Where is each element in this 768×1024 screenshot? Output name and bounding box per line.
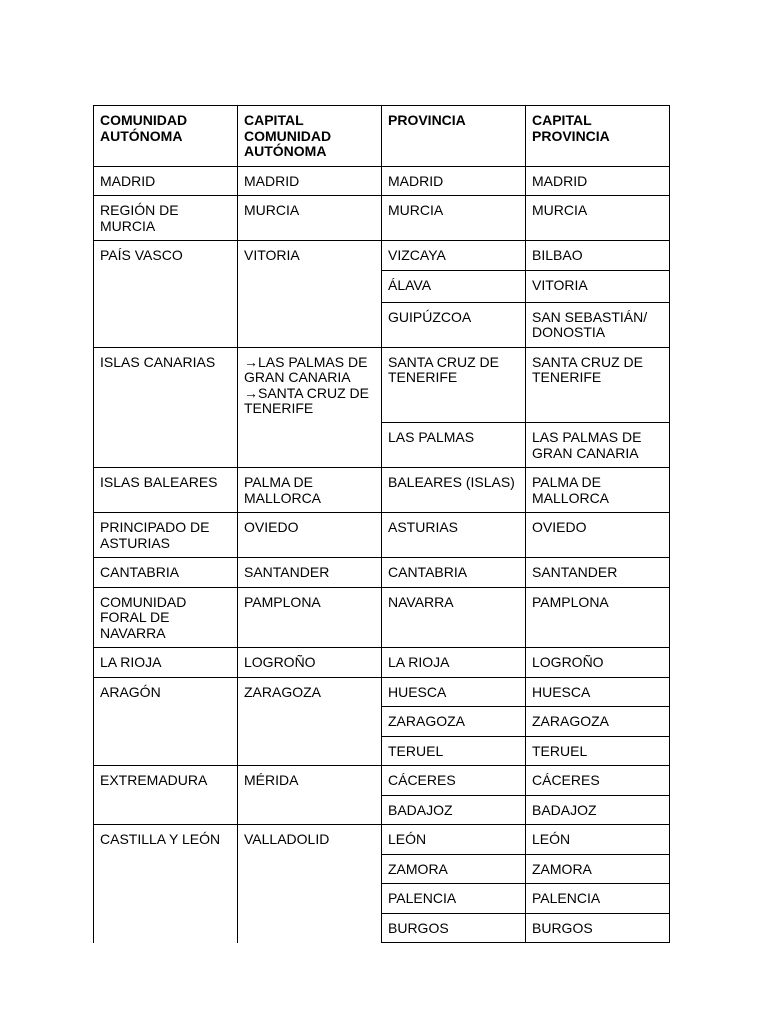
cell-provincia	[382, 795, 526, 825]
cell-text: PAÍS VASCO	[100, 247, 183, 263]
cell-provincia	[382, 468, 526, 513]
cell-comunidad	[94, 587, 238, 648]
cell-provincia	[382, 825, 526, 855]
cell-comunidad	[94, 302, 238, 347]
cell-provincia	[382, 241, 526, 271]
cell-text: SANTA CRUZ DE TENERIFE	[388, 353, 499, 385]
cell-capital-provincia	[526, 270, 670, 302]
cell-comunidad	[94, 707, 238, 737]
cell-capital-comunidad	[238, 884, 382, 914]
cell-comunidad	[94, 196, 238, 241]
cell-text: SANTA CRUZ DE TENERIFE	[532, 353, 643, 385]
cell-text: OVIEDO	[244, 519, 299, 535]
cell-provincia	[382, 302, 526, 347]
cell-text: PALMA DE MALLORCA	[244, 474, 322, 506]
cell-text: SANTANDER	[244, 564, 330, 580]
cell-capital-provincia	[526, 648, 670, 678]
header-label: PROVINCIA	[388, 112, 466, 128]
cell-text: LEÓN	[388, 831, 427, 847]
cell-text: MADRID	[388, 172, 444, 189]
cell-provincia	[382, 423, 526, 468]
cell-text: CÁCERES	[388, 772, 456, 788]
cell-text: COMUNIDAD FORAL DE NAVARRA	[100, 593, 187, 641]
cell-capital-provincia	[526, 795, 670, 825]
table-row	[94, 587, 670, 648]
cell-provincia	[382, 513, 526, 558]
cell-provincia	[382, 736, 526, 766]
table-row	[94, 302, 670, 347]
cell-provincia	[382, 270, 526, 302]
cell-capital-provincia	[526, 825, 670, 855]
cell-capital-comunidad	[238, 854, 382, 884]
table-body	[94, 166, 670, 943]
cell-capital-provincia	[526, 241, 670, 271]
cell-capital-comunidad	[238, 766, 382, 796]
cell-text: ÁLAVA	[388, 276, 432, 293]
cell-text: MÉRIDA	[244, 772, 299, 788]
cell-text: NAVARRA	[388, 593, 454, 610]
cell-capital-comunidad	[238, 347, 382, 423]
table-row	[94, 513, 670, 558]
cell-text: PALENCIA	[532, 890, 601, 906]
header-capital-provincia	[526, 106, 670, 167]
cell-capital-comunidad	[238, 270, 382, 302]
cell-text: MURCIA	[244, 202, 300, 218]
table-row	[94, 825, 670, 855]
cell-capital-comunidad	[238, 648, 382, 678]
cell-capital-provincia	[526, 513, 670, 558]
cell-comunidad	[94, 795, 238, 825]
cell-provincia	[382, 166, 526, 196]
cell-text: LA RIOJA	[388, 654, 450, 670]
table-row	[94, 166, 670, 196]
cell-capital-comunidad	[238, 677, 382, 707]
cell-text: OVIEDO	[532, 519, 587, 535]
table-row	[94, 196, 670, 241]
cell-capital-provincia	[526, 166, 670, 196]
cell-comunidad	[94, 166, 238, 196]
cell-text: HUESCA	[532, 683, 591, 700]
cell-text: ZARAGOZA	[244, 683, 322, 700]
cell-provincia	[382, 766, 526, 796]
cell-text: VITORIA	[532, 276, 588, 293]
cell-text: VIZCAYA	[388, 247, 446, 263]
cell-text: BURGOS	[388, 919, 449, 936]
cell-comunidad	[94, 736, 238, 766]
cell-comunidad	[94, 884, 238, 914]
cell-text: SAN SEBASTIÁN/ DONOSTIA	[532, 308, 648, 340]
cell-text: ZARAGOZA	[532, 713, 610, 729]
cell-text: BURGOS	[532, 919, 593, 936]
cell-text: ZAMORA	[388, 860, 448, 877]
cell-comunidad	[94, 270, 238, 302]
cell-capital-comunidad	[238, 302, 382, 347]
comunidades-table	[93, 105, 670, 943]
cell-text: LA RIOJA	[100, 654, 162, 670]
cell-provincia	[382, 677, 526, 707]
cell-text: MADRID	[244, 172, 300, 189]
table-row	[94, 423, 670, 468]
cell-capital-provincia	[526, 302, 670, 347]
cell-text: LAS PALMAS	[388, 429, 475, 445]
cell-text: TERUEL	[388, 742, 444, 759]
header-label: COMUNIDAD AUTÓNOMA	[100, 112, 188, 144]
cell-provincia	[382, 587, 526, 648]
cell-comunidad	[94, 854, 238, 884]
cell-comunidad	[94, 468, 238, 513]
cell-capital-provincia	[526, 913, 670, 943]
table-row	[94, 795, 670, 825]
cell-text: VALLADOLID	[244, 831, 330, 847]
cell-comunidad	[94, 423, 238, 468]
cell-comunidad	[94, 513, 238, 558]
cell-text: MURCIA	[388, 202, 444, 218]
cell-capital-comunidad	[238, 736, 382, 766]
table-row	[94, 347, 670, 423]
cell-capital-comunidad	[238, 241, 382, 271]
cell-text: →LAS PALMAS DE GRAN CANARIA →SANTA CRUZ DE TENERIFE	[244, 353, 369, 416]
cell-capital-comunidad	[238, 558, 382, 588]
cell-text: BILBAO	[532, 247, 583, 263]
table-header	[94, 106, 670, 167]
cell-capital-comunidad	[238, 587, 382, 648]
table-row	[94, 884, 670, 914]
cell-text: MADRID	[100, 172, 156, 189]
cell-provincia	[382, 913, 526, 943]
header-label: CAPITAL PROVINCIA	[532, 112, 610, 144]
cell-capital-provincia	[526, 347, 670, 423]
cell-comunidad	[94, 558, 238, 588]
cell-text: SANTANDER	[532, 564, 618, 580]
cell-comunidad	[94, 241, 238, 271]
cell-capital-provincia	[526, 766, 670, 796]
cell-text: LOGROÑO	[532, 654, 604, 670]
cell-text: HUESCA	[388, 683, 447, 700]
cell-comunidad	[94, 347, 238, 423]
cell-capital-provincia	[526, 677, 670, 707]
cell-text: ASTURIAS	[388, 519, 459, 535]
cell-provincia	[382, 558, 526, 588]
cell-provincia	[382, 347, 526, 423]
header-provincia	[382, 106, 526, 167]
cell-capital-provincia	[526, 707, 670, 737]
table-row	[94, 648, 670, 678]
table-row	[94, 854, 670, 884]
cell-capital-comunidad	[238, 707, 382, 737]
cell-text: TERUEL	[532, 742, 588, 759]
header-comunidad	[94, 106, 238, 167]
cell-comunidad	[94, 825, 238, 855]
cell-text: PALENCIA	[388, 890, 457, 906]
table-row	[94, 241, 670, 271]
cell-text: ZAMORA	[532, 860, 592, 877]
cell-capital-provincia	[526, 884, 670, 914]
cell-text: LEÓN	[532, 831, 571, 847]
cell-comunidad	[94, 766, 238, 796]
cell-provincia	[382, 854, 526, 884]
cell-capital-comunidad	[238, 468, 382, 513]
cell-comunidad	[94, 648, 238, 678]
cell-capital-comunidad	[238, 825, 382, 855]
cell-text: ISLAS CANARIAS	[100, 353, 216, 370]
cell-text: MADRID	[532, 172, 588, 189]
header-capital-comunidad	[238, 106, 382, 167]
cell-capital-provincia	[526, 558, 670, 588]
cell-text: CASTILLA Y LEÓN	[100, 831, 221, 847]
cell-capital-provincia	[526, 423, 670, 468]
cell-text: PAMPLONA	[244, 593, 321, 610]
cell-text: GUIPÚZCOA	[388, 308, 472, 325]
cell-text: CANTABRIA	[388, 564, 468, 580]
cell-text: ZARAGOZA	[388, 713, 466, 729]
cell-capital-provincia	[526, 736, 670, 766]
cell-text: LOGROÑO	[244, 654, 316, 670]
cell-text: PRINCIPADO DE ASTURIAS	[100, 519, 210, 551]
table-row	[94, 677, 670, 707]
cell-text: BADAJOZ	[388, 801, 453, 818]
table-row	[94, 558, 670, 588]
cell-provincia	[382, 884, 526, 914]
cell-capital-comunidad	[238, 196, 382, 241]
table-row	[94, 468, 670, 513]
cell-text: BADAJOZ	[532, 801, 597, 818]
table-row	[94, 766, 670, 796]
cell-capital-comunidad	[238, 166, 382, 196]
table-row	[94, 270, 670, 302]
cell-text: PALMA DE MALLORCA	[532, 474, 610, 506]
cell-capital-provincia	[526, 196, 670, 241]
cell-capital-provincia	[526, 854, 670, 884]
cell-capital-comunidad	[238, 913, 382, 943]
cell-provincia	[382, 648, 526, 678]
table-row	[94, 913, 670, 943]
cell-capital-provincia	[526, 468, 670, 513]
cell-comunidad	[94, 677, 238, 707]
cell-capital-comunidad	[238, 795, 382, 825]
cell-text: VITORIA	[244, 247, 300, 263]
table-row	[94, 707, 670, 737]
cell-text: CÁCERES	[532, 772, 600, 788]
cell-text: REGIÓN DE MURCIA	[100, 202, 179, 234]
header-label: CAPITAL COMUNIDAD AUTÓNOMA	[244, 112, 332, 159]
cell-text: MURCIA	[532, 202, 588, 218]
cell-provincia	[382, 196, 526, 241]
cell-text: LAS PALMAS DE GRAN CANARIA	[532, 429, 642, 461]
cell-comunidad	[94, 913, 238, 943]
cell-capital-provincia	[526, 587, 670, 648]
cell-text: CANTABRIA	[100, 564, 180, 580]
cell-text: ISLAS BALEARES	[100, 474, 218, 490]
cell-capital-comunidad	[238, 513, 382, 558]
cell-text: EXTREMADURA	[100, 772, 208, 788]
cell-capital-comunidad	[238, 423, 382, 468]
table-row	[94, 736, 670, 766]
cell-text: ARAGÓN	[100, 683, 161, 700]
header-row	[94, 106, 670, 167]
cell-text: PAMPLONA	[532, 593, 609, 610]
cell-provincia	[382, 707, 526, 737]
cell-text: BALEARES (ISLAS)	[388, 474, 515, 490]
